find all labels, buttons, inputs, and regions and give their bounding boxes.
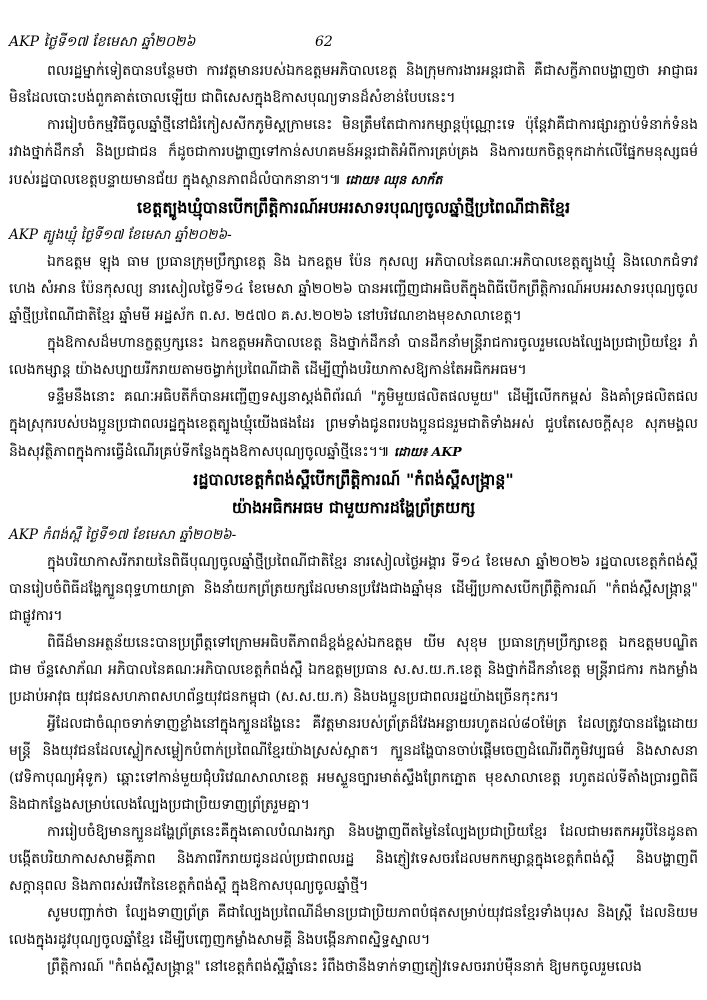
paragraph-text: អ្វីដែលជាចំណុចទាក់ទាញខ្លាំងនៅក្នុងក្បួនដង្ហែនេះ គឺវត្តមានរបស់ព្រ័ត្រដ៏វែងអន្លាយរហូតដល់៨០ម៉ែត្រ ដែលត្រូវបានដង្ហែដោយមន្ត្រី និងយុវជនដែលស្លៀកសម្លៀកបំពាក់ប្រពៃណីខ្មែរយ៉ាងស្រស់ស្អាត។ ក្បួនដង្ហែបានចាប់ផ្ដើមចេញដំណើរពីភូមិវប្បធម៌ និងសាសនា (វេទិកាបុណ្យអុំទូក) ឆ្ពោះទៅកាន់មួយជុំបរិវេណសាលាខេត្ត អមស្ទួនច្បារមាត់ស្ទឹងព្រែកភ្នោត មុខសាលាខេត្ត រហូតដល់ទីតាំងប្រារព្ធពិធី និងជាកន្លែងសម្រាប់លេងល្បែងប្រជាប្រិយទាញព្រ័ត្ររួមគ្នា។	[9, 716, 698, 813]
author-byline: ដោយ៖ AKP	[394, 444, 462, 459]
body-paragraph	[9, 900, 698, 954]
page-header	[9, 32, 698, 58]
body-paragraph	[9, 954, 698, 981]
paragraph-text: ក្នុងបរិយាកាសរីករាយនៃពិធីបុណ្យចូលឆ្នាំថ្មីប្រពៃណីជាតិខ្មែរ នារសៀលថ្ងៃអង្គារ ទី១៤ ខែមេសា ឆ្នាំ២០២៦ រដ្ឋបាលខេត្តកំពង់ស្ពឺបានរៀបចំពិធីដង្ហែក្បួនពុទ្ធហាយាត្រា និងនាំយកព្រ័ត្រយក្សដែលមានប្រវែងជាងឆ្នាំមុន ដើម្បីប្រកាសបើកព្រឹត្តិការណ៍ "កំពង់ស្ពឺសង្រ្កាន្ត" ជាផ្លូវការ។	[9, 554, 698, 624]
body-paragraph	[9, 819, 698, 900]
paragraph-text: ក្នុងឱកាសដ៏មហានក្ខត្តឫក្សនេះ ឯកឧត្តមអភិបាលខេត្ត និងថ្នាក់ដឹកនាំ បានដឹកនាំមន្ត្រីរាជការចូលរួមលេងល្បែងប្រជាប្រិយខ្មែរ រាំលេងកម្សាន្ត យ៉ាងសប្បាយរីករាយតាមចង្វាក់ប្រពៃណីជាតិ ដើម្បីញ៉ាំងបរិយាកាសឱ្យកាន់តែអធិកអធម។	[9, 335, 698, 378]
body-paragraph	[9, 384, 698, 466]
article-dateline: AKP កំពង់ស្ពឺ ថ្ងៃទី១៧ ខែមេសា ឆ្នាំ២០២៦-	[9, 527, 237, 543]
body-paragraph	[9, 630, 698, 711]
paragraph-text: ពិធីដ៏មានអត្ថន័យនេះបានប្រព្រឹត្តទៅក្រោមអធិបតីភាពដ៏ខ្ពង់ខ្ពស់ឯកឧត្តម យីម សុខុម ប្រធានក្រុមប្រឹក្សាខេត្ត ឯកឧត្តមបណ្ឌិត ជាម ច័ន្ទសោភ័ណ អភិបាលនៃគណៈអភិបាលខេត្តកំពង់ស្ពឺ ឯកឧត្តមប្រធាន ស.ស.យ.ក.ខេត្ត និងថ្នាក់ដឹកនាំខេត្ត មន្ត្រីរាជការ កងកម្លាំងប្រដាប់អាវុធ យុវជនសហភាពសហព័ន្ធយុវជនកម្ពុជា (ស.ស.យ.ក) និងបងប្អូនប្រជាពលរដ្ឋយ៉ាងច្រើនកុះករ។	[9, 635, 698, 705]
body-paragraph	[9, 711, 698, 819]
masthead-dateline: AKP ថ្ងៃទី១៧ ខែមេសា ឆ្នាំ២០២៦	[9, 34, 196, 50]
article-dateline: AKP ត្បូងឃ្មុំ ថ្ងៃទី១៧ ខែមេសា ឆ្នាំ២០២៦-	[9, 227, 232, 243]
paragraph-text: ការរៀបចំកម្មវិធីចូលឆ្នាំថ្មីនៅជំរំកៀសសីកភូមិស្គក្រាមនេះ មិនត្រឹមតែជាការកម្សាន្តប៉ុណ្ណោះទេ ប៉ុន្តែវាគឺជាការផ្សារភ្ជាប់ទំនាក់ទំនងរវាងថ្នាក់ដឹកនាំ និងប្រជាជន ក៏ដូចជាការបង្ហាញទៅកាន់សហគមន៍អន្តរជាតិអំពីការគ្រប់គ្រង និងការយកចិត្តទុកដាក់លើផ្នែកមនុស្សធម៌របស់រដ្ឋបាលខេត្តបន្ទាយមានជ័យ ក្នុងស្ថានភាពដ៏លំបាកនានា។៕	[9, 117, 698, 188]
body-paragraph	[9, 249, 698, 330]
paragraph-text: សូមបញ្ជាក់ថា ល្បែងទាញព្រ័ត្រ គឺជាល្បែងប្រពៃណីដ៏មានប្រជាប្រិយភាពបំផុតសម្រាប់យុវជនខ្មែរទាំងបុរស និងស្ត្រី ដែលនិយមលេងក្នុងរដូវបុណ្យចូលឆ្នាំខ្មែរ ដើម្បីបញ្ចេញកម្លាំងសាមគ្គី និងបង្កើនភាពស្និទ្ធស្នាល។	[9, 905, 698, 948]
page-number: 62	[315, 34, 333, 50]
paragraph-text: ទន្ទឹមនឹងនោះ គណៈអធិបតីក៏បានអញ្ជើញទស្សនាស្ដង់ពិព័រណ៌ "ភូមិមួយផលិតផលមួយ" ដើម្បីលើកកម្ពស់ និងគាំទ្រផលិតផលក្នុងស្រុករបស់បងប្អូនប្រជាពលរដ្ឋក្នុងខេត្តត្បូងឃ្មុំយើងផងដែរ ព្រមទាំងជូនពរបងប្អូនជនរួមជាតិទាំងអស់ ជួបតែសេចក្ដីសុខ សុភមង្គល និងសុវត្ថិភាពក្នុងការធ្វើដំណើរគ្រប់ទីកន្លែងក្នុងឱកាសបុណ្យចូលឆ្នាំថ្មីនេះ។៕	[9, 389, 698, 460]
body-paragraph	[9, 112, 698, 194]
author-byline: ដោយ៖ ឈុន សាក័ត	[345, 172, 443, 187]
lead-article	[9, 58, 698, 194]
article-kampong-speu	[9, 466, 698, 981]
article-headline-line2: យ៉ាងអធិកអធម ជាមួយការដង្ហែព្រ័ត្រយក្ស	[231, 498, 476, 517]
body-paragraph	[9, 330, 698, 384]
paragraph-text: ការរៀបចំឱ្យមានក្បួនដង្ហែព្រ័ត្រនេះគឺក្នុងគោលបំណងរក្សា និងបង្ហាញពីតម្លៃនៃល្បែងប្រជាប្រិយខ្មែរ ដែលជាមរតកអរូបីនៃដូនតា បង្កើតបរិយាកាសសាមគ្គីភាព និងភាពរីករាយជូនដល់ប្រជាពលរដ្ឋ និងភ្ញៀវទេសចរដែលមកកម្សាន្តក្នុងខេត្តកំពង់ស្ពឺ និងបង្ហាញពីសក្តានុពល និងភាពរស់រវើកនៃខេត្តកំពង់ស្ពឺ ក្នុងឱកាសបុណ្យចូលឆ្នាំថ្មី។	[9, 824, 698, 894]
article-headline: ខេត្តត្បូងឃ្មុំបានបើកព្រឹត្តិការណ៍អបអរសាទរបុណ្យចូលឆ្នាំថ្មីប្រពៃណីជាតិខ្មែរ	[136, 198, 571, 217]
body-paragraph	[9, 549, 698, 630]
article-headline-line1: រដ្ឋបាលខេត្តកំពង់ស្ពឺបើកព្រឹត្តិការណ៍ "កំពង់ស្ពឺសង្រ្កាន្ត"	[193, 470, 514, 489]
paragraph-text: ឯកឧត្តម ឡុង ធាម ប្រធានក្រុមប្រឹក្សាខេត្ត និង ឯកឧត្តម ប៉ែន កុសល្យ អភិបាលនៃគណៈអភិបាលខេត្តត្បូងឃ្មុំ និងលោកជំទាវ ហេង សំអាន ប៉ែនកុសល្យ នារសៀលថ្ងៃទី១៤ ខែមេសា ឆ្នាំ២០២៦ បានអញ្ជើញជាអធិបតីក្នុងពិធីបើកព្រឹត្តិការណ៍អបអរសាទរបុណ្យចូលឆ្នាំថ្មីប្រពៃណីជាតិខ្មែរ ឆ្នាំមមី អដ្ឋស័ក ព.ស. ២៥៧០ គ.ស.២០២៦ នៅបរិវេណខាងមុខសាលាខេត្ត។	[9, 254, 698, 324]
paragraph-text: ពលរដ្ឋម្នាក់ទៀតបានបន្ថែមថា ការវត្តមានរបស់ឯកឧត្តមអភិបាលខេត្ត និងក្រុមការងារអន្តរជាតិ គឺជាសក្ខីភាពបង្ហាញថា អាជ្ញាធរមិនដែលបោះបង់ពួកគាត់ចោលឡើយ ជាពិសេសក្នុងឱកាសបុណ្យទានដ៏សំខាន់បែបនេះ។	[9, 63, 698, 106]
body-paragraph	[9, 58, 698, 112]
article-tboung-khmum	[9, 194, 698, 466]
paragraph-text: ព្រឹត្តិការណ៍ "កំពង់ស្ពឺសង្រ្កាន្ត" នៅខេត្តកំពង់ស្ពឺឆ្នាំនេះ រំពឹងថានឹងទាក់ទាញភ្ញៀវទេសចររាប់ម៉ឺននាក់ ឱ្យមកចូលរួមលេង	[47, 959, 642, 975]
